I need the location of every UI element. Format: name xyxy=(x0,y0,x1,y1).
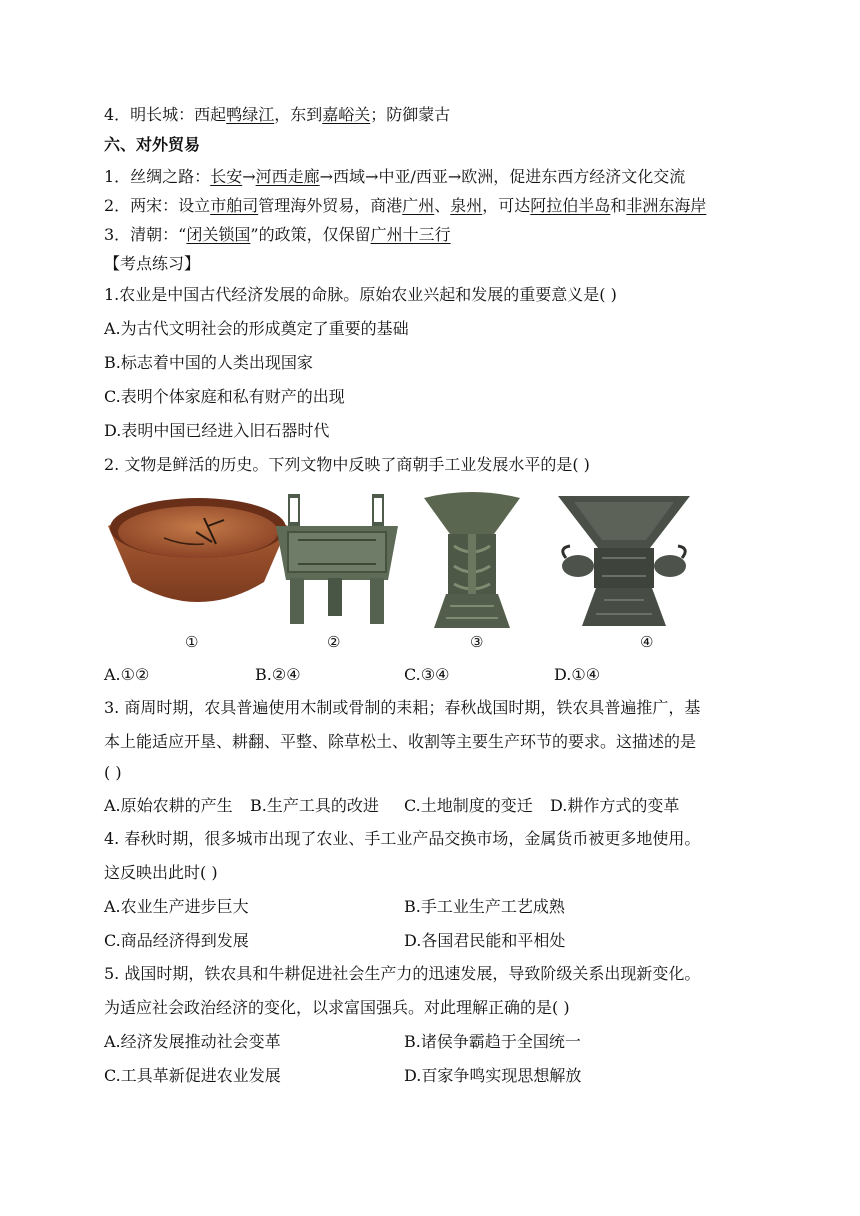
q3-option-d[interactable]: D.耕作方式的变革 xyxy=(550,796,680,815)
song-text-1: 管理海外贸易，商港 xyxy=(258,196,403,215)
song-dest-2: 非洲东海岸 xyxy=(626,196,707,215)
great-wall-line xyxy=(104,104,450,126)
q5-stem-line-2: 为适应社会政治经济的变化，以求富国强兵。对此理解正确的是( ) xyxy=(104,998,570,1017)
q3-stem-line-2: 本上能适应开垦、耕翻、平整、除草松土、收割等主要生产环节的要求。这描述的是 xyxy=(104,732,697,751)
song-text-4: 和 xyxy=(610,196,627,215)
q4-stem-line-2: 这反映出此时( ) xyxy=(104,863,218,882)
qing-mid: ”的政策，仅保留 xyxy=(250,225,371,244)
artifact-label-4: ④ xyxy=(640,633,654,651)
silk-road-corridor: 河西走廊 xyxy=(255,167,320,186)
q2-option-c[interactable]: C.③④ xyxy=(404,665,450,684)
song-text-3: ，可达 xyxy=(482,196,531,215)
practice-title: 【考点练习】 xyxy=(104,254,201,273)
q5-option-b[interactable]: B.诸侯争霸趋于全国统一 xyxy=(404,1032,581,1051)
q4-option-d[interactable]: D.各国君民能和平相处 xyxy=(404,931,566,950)
great-wall-east-end: 嘉峪关 xyxy=(322,105,371,124)
q1-option-d[interactable]: D.表明中国已经进入旧石器时代 xyxy=(104,421,330,440)
q1-stem: 1.农业是中国古代经济发展的命脉。原始农业兴起和发展的重要意义是( ) xyxy=(104,285,617,304)
artifact-label-2: ② xyxy=(327,633,341,651)
q5-option-c[interactable]: C.工具革新促进农业发展 xyxy=(104,1066,281,1085)
pottery-basin-image xyxy=(104,486,292,626)
song-text-2: 、 xyxy=(434,196,451,215)
q5-stem-line-1: 5. 战国时期，铁农具和牛耕促进社会生产力的迅速发展，导致阶级关系出现新变化。 xyxy=(104,964,701,983)
q4-option-c[interactable]: C.商品经济得到发展 xyxy=(104,931,249,950)
artifact-label-1: ① xyxy=(185,633,199,651)
great-wall-mid: ，东到 xyxy=(274,105,323,124)
song-office: 市舶司 xyxy=(210,196,259,215)
qing-trade-line xyxy=(104,224,451,246)
q2-stem: 2. 文物是鲜活的历史。下列文物中反映了商朝手工业发展水平的是( ) xyxy=(104,455,590,474)
song-port-2: 泉州 xyxy=(450,196,483,215)
q4-stem-line-1: 4. 春秋时期，很多城市出现了农业、手工业产品交换市场，金属货币被更多地使用。 xyxy=(104,829,701,848)
q5-option-a[interactable]: A.经济发展推动社会变革 xyxy=(104,1032,281,1051)
q1-option-c[interactable]: C.表明个体家庭和私有财产的出现 xyxy=(104,387,345,406)
great-wall-prefix: 4．明长城：西起 xyxy=(104,105,227,124)
qing-port: 广州十三行 xyxy=(370,225,451,244)
four-ram-zun-image xyxy=(554,492,694,630)
square-ding-image xyxy=(268,490,406,630)
q3-stem-line-3: ( ) xyxy=(104,763,122,782)
song-dest-1: 阿拉伯半岛 xyxy=(530,196,611,215)
q1-option-b[interactable]: B.标志着中国的人类出现国家 xyxy=(104,353,313,372)
song-prefix: 2．两宋：设立 xyxy=(104,196,211,215)
artifact-label-3: ③ xyxy=(470,633,484,651)
q4-option-b[interactable]: B.手工业生产工艺成熟 xyxy=(404,897,565,916)
q3-stem-line-1: 3. 商周时期，农具普遍使用木制或骨制的耒耜；春秋战国时期，铁农具普遍推广，基 xyxy=(104,698,701,717)
great-wall-west-end: 鸭绿江 xyxy=(226,105,275,124)
qing-policy: 闭关锁国 xyxy=(186,225,251,244)
section-title-trade: 六、对外贸易 xyxy=(104,135,201,154)
qing-prefix: 3．清朝：“ xyxy=(104,225,187,244)
q2-option-d[interactable]: D.①④ xyxy=(554,665,601,684)
silk-road-prefix: 1．丝绸之路： xyxy=(104,167,211,186)
q2-option-a[interactable]: A.①② xyxy=(104,665,150,684)
q1-option-a[interactable]: A.为古代文明社会的形成奠定了重要的基础 xyxy=(104,319,409,338)
silk-road-rest: →西域→中亚/西亚→欧洲，促进东西方经济文化交流 xyxy=(319,167,686,186)
silk-road-start: 长安 xyxy=(210,167,243,186)
song-port-1: 广州 xyxy=(402,196,435,215)
q4-option-a[interactable]: A.农业生产进步巨大 xyxy=(104,897,249,916)
silk-road-line xyxy=(104,166,685,188)
q2-option-b[interactable]: B.②④ xyxy=(255,665,301,684)
arrow-icon: → xyxy=(242,167,256,186)
song-trade-line xyxy=(104,195,706,217)
q5-option-d[interactable]: D.百家争鸣实现思想解放 xyxy=(404,1066,582,1085)
great-wall-suffix: ；防御蒙古 xyxy=(370,105,451,124)
bronze-zun-image xyxy=(420,490,524,630)
q3-option-b[interactable]: B.生产工具的改进 xyxy=(250,796,379,815)
q3-option-a[interactable]: A.原始农耕的产生 xyxy=(104,796,233,815)
q3-option-c[interactable]: C.土地制度的变迁 xyxy=(404,796,533,815)
